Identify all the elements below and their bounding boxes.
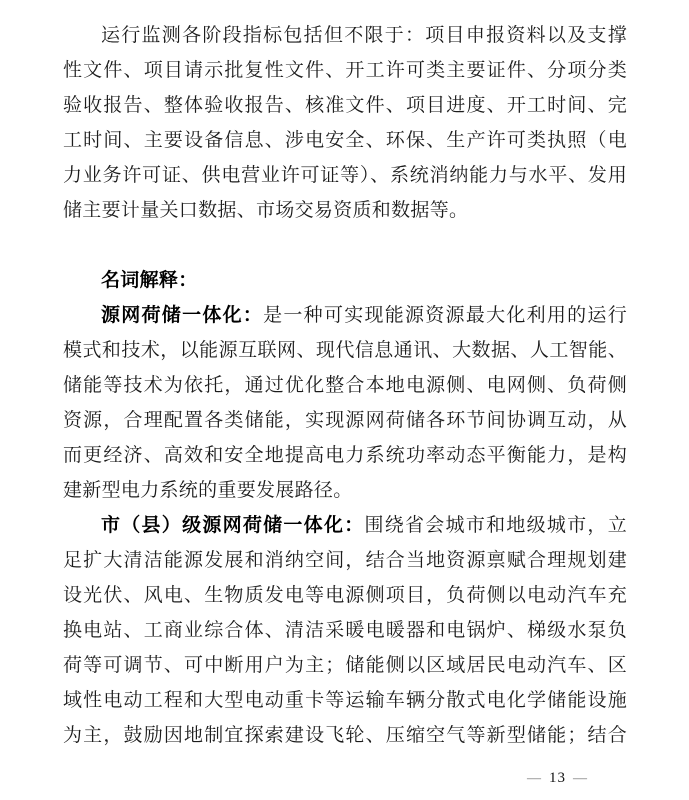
- page-number: [520, 770, 595, 787]
- blank-line: [63, 228, 627, 263]
- text-line: 工时间、主要设备信息、涉电安全、环保、生产许可类执照（电: [63, 130, 627, 151]
- page-number-dash-right: —: [573, 771, 588, 786]
- text-line: 性文件、项目请示批复性文件、开工许可类主要证件、分项分类: [63, 60, 627, 81]
- paragraph-monitoring-indicators: [63, 18, 627, 228]
- text-line: 验收报告、整体验收报告、核准文件、项目进度、开工时间、完: [63, 95, 627, 116]
- document-body: [63, 18, 627, 753]
- term-definition-text: 围绕省会城市和地级城市，立: [364, 515, 627, 536]
- text-line: 而更经济、高效和安全地提高电力系统功率动态平衡能力，是构: [63, 445, 627, 466]
- text-line: 模式和技术，以能源互联网、现代信息通讯、大数据、人工智能、: [63, 340, 627, 361]
- paragraph-term-city-county-integration: [63, 508, 627, 753]
- text-line: 储能等技术为依托，通过优化整合本地电源侧、电网侧、负荷侧: [63, 375, 627, 396]
- text-line: 建新型电力系统的重要发展路径。: [63, 480, 353, 501]
- text-line: 荷等可调节、可中断用户为主；储能侧以区域居民电动汽车、区: [63, 655, 627, 676]
- text-line: 储主要计量关口数据、市场交易资质和数据等。: [63, 200, 469, 221]
- term-bold-city-county: 市（县）级源网荷储一体化：: [101, 515, 365, 536]
- text-line: 域性电动工程和大型电动重卡等运输车辆分散式电化学储能设施: [63, 690, 627, 711]
- term-bold-integration: 源网荷储一体化：: [101, 305, 264, 326]
- text-line: [63, 508, 627, 543]
- text-line: 为主，鼓励因地制宜探索建设飞轮、压缩空气等新型储能；结合: [63, 725, 627, 746]
- paragraph-term-integration: [63, 298, 627, 508]
- section-heading-glossary: 名词解释：: [101, 270, 198, 291]
- text-line: 换电站、工商业综合体、清洁采暖电暖器和电锅炉、梯级水泵负: [63, 620, 627, 641]
- term-definition-text: 是一种可实现能源资源最大化利用的运行: [263, 305, 627, 326]
- text-line: [63, 298, 627, 333]
- text-line: 足扩大清洁能源发展和消纳空间，结合当地资源禀赋合理规划建: [63, 550, 627, 571]
- text-line: 力业务许可证、供电营业许可证等）、系统消纳能力与水平、发用: [63, 165, 627, 186]
- page-number-value: 13: [549, 770, 566, 786]
- page-number-dash-left: —: [527, 771, 542, 786]
- text-line: 运行监测各阶段指标包括但不限于：项目申报资料以及支撑: [101, 25, 627, 46]
- text-line: 设光伏、风电、生物质发电等电源侧项目，负荷侧以电动汽车充: [63, 585, 627, 606]
- text-line: 资源，合理配置各类储能，实现源网荷储各环节间协调互动，从: [63, 410, 627, 431]
